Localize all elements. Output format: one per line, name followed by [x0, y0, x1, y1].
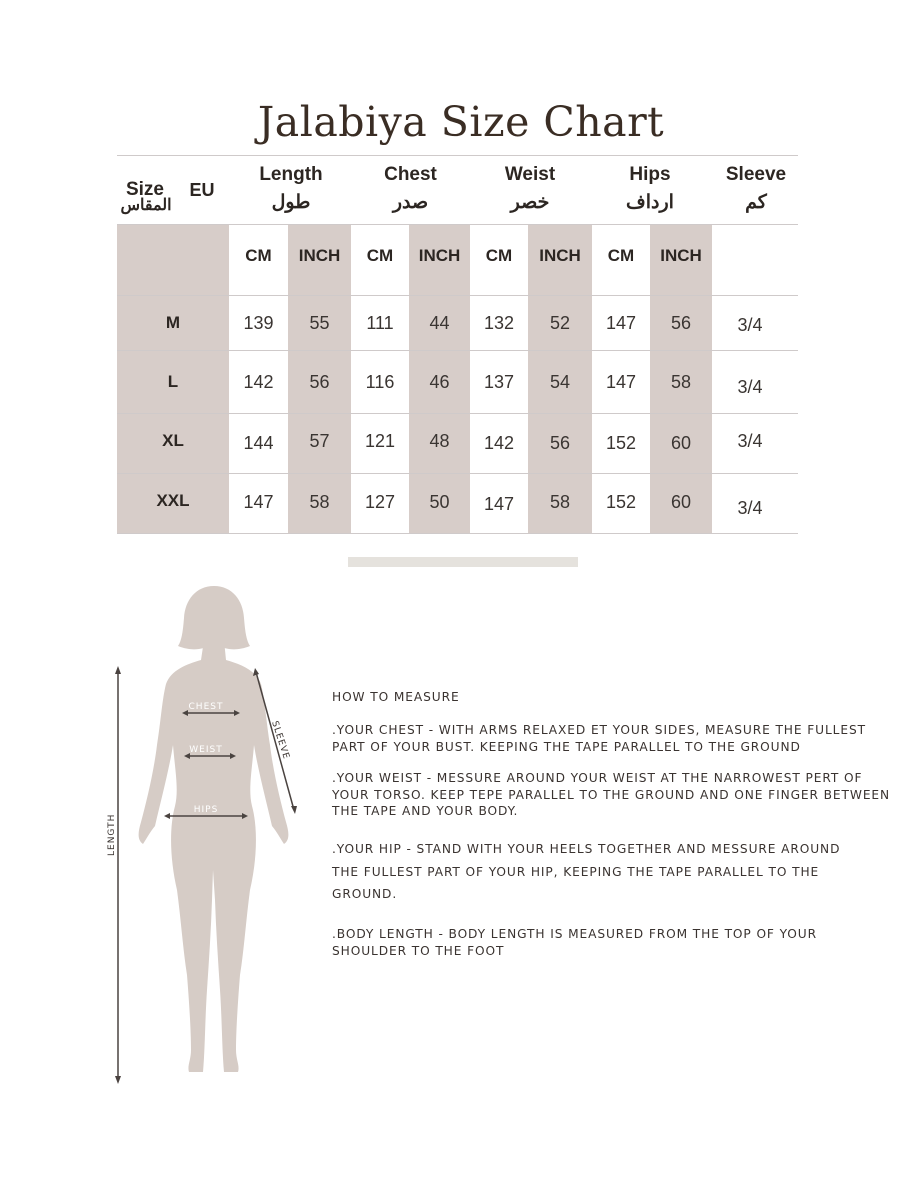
hip-instruction: .YOUR HIP - STAND WITH YOUR HEELS TOGETHER AND MESSURE AROUND THE FULLEST PART OF YOUR HIP, KEEPING THE TAPE PARALLEL TO THE GROUND. — [332, 842, 841, 901]
value-cell: 58 — [549, 491, 571, 512]
sleeve-figure-label: SLEEVE — [269, 719, 292, 761]
size-arabic-header — [110, 192, 182, 220]
size-cell: L — [167, 372, 179, 391]
size-cell: M — [165, 313, 181, 332]
value-cell: 56 — [549, 432, 571, 453]
value-cell: 56 — [670, 312, 692, 333]
value-cell: 139 — [243, 312, 274, 333]
sleeve-header — [712, 160, 800, 218]
length-label: Length — [259, 164, 323, 185]
value-cell: 142 — [483, 432, 515, 453]
size-header-label: Size — [125, 179, 165, 200]
body-figure — [90, 580, 320, 1090]
value-cell: 127 — [364, 491, 396, 512]
value-cell: 111 — [366, 312, 394, 333]
value-cell: 144 — [243, 432, 274, 453]
unit-cell: CM — [245, 246, 272, 265]
value-cell: 60 — [670, 491, 692, 512]
value-cell: 54 — [549, 371, 571, 392]
section-divider — [348, 557, 578, 567]
table-rule — [117, 224, 798, 225]
sleeve-cell: 3/4 — [737, 376, 763, 397]
length-figure-label: LENGTH — [107, 813, 117, 856]
body-silhouette — [139, 586, 292, 1072]
how-to-measure-heading: HOW TO MEASURE — [332, 690, 460, 704]
unit-cell: CM — [607, 246, 635, 265]
value-cell: 58 — [309, 491, 330, 512]
weist-arabic: خصر — [510, 192, 550, 213]
value-cell: 137 — [483, 371, 515, 392]
value-cell: 147 — [605, 371, 637, 392]
value-cell: 57 — [309, 430, 330, 451]
unit-cell: INCH — [539, 246, 581, 265]
sleeve-cell: 3/4 — [737, 430, 763, 451]
value-cell: 48 — [429, 430, 450, 451]
value-cell: 56 — [309, 371, 330, 392]
chest-header — [351, 160, 470, 218]
weist-instruction: .YOUR WEIST - MESSURE AROUND YOUR WEIST AT THE NARROWEST PERT OF YOUR TORSO. KEEP TEPE PARALLEL TO THE GROUND AND ONE FINGER BETWEEN THE TAPE AND YOUR BODY. — [332, 771, 891, 818]
chest-instruction: .YOUR CHEST - WITH ARMS RELAXED ET YOUR SIDES, MEASURE THE FULLEST PART OF YOUR BUST. KEEPING THE TAPE PARALLEL TO THE GROUND — [332, 723, 866, 754]
value-cell: 147 — [243, 491, 274, 512]
eu-header — [182, 175, 222, 205]
length-instruction: .BODY LENGTH - BODY LENGTH IS MEASURED FROM THE TOP OF YOUR SHOULDER TO THE FOOT — [332, 927, 817, 958]
value-cell: 116 — [365, 371, 395, 392]
weist-header — [470, 160, 590, 218]
value-cell: 152 — [605, 491, 637, 512]
eu-label: EU — [189, 180, 215, 200]
weist-figure-label: WEIST — [189, 745, 223, 755]
table-rule — [117, 533, 798, 534]
value-cell: 60 — [670, 432, 692, 453]
hips-figure-label: HIPS — [193, 805, 219, 815]
hips-label: Hips — [629, 164, 671, 185]
value-cell: 55 — [309, 312, 330, 333]
table-rule — [117, 155, 798, 156]
value-cell: 152 — [605, 432, 637, 453]
size-arabic-label: المقاس — [120, 197, 172, 214]
unit-cell: CM — [366, 246, 394, 265]
length-header — [231, 160, 351, 218]
length-arabic: طول — [271, 192, 311, 213]
hips-header — [590, 160, 710, 218]
chest-label: Chest — [384, 164, 437, 185]
value-cell: 50 — [429, 491, 450, 512]
unit-cell: INCH — [298, 246, 341, 265]
sleeve-arabic: كم — [745, 192, 767, 213]
value-cell: 147 — [483, 493, 515, 514]
value-cell: 58 — [670, 371, 692, 392]
sleeve-cell: 3/4 — [737, 497, 763, 518]
page-title: Jalabiya Size Chart — [257, 98, 665, 146]
value-cell: 121 — [364, 430, 396, 451]
unit-cell: CM — [485, 246, 513, 265]
unit-cell: INCH — [418, 246, 461, 265]
size-cell: XXL — [156, 491, 190, 510]
weist-label: Weist — [504, 164, 556, 185]
value-cell: 44 — [429, 312, 450, 333]
value-cell: 147 — [605, 312, 637, 333]
chest-arabic: صدر — [392, 192, 429, 213]
unit-cell: INCH — [660, 246, 702, 265]
chest-figure-label: CHEST — [188, 702, 224, 712]
sleeve-label: Sleeve — [725, 164, 787, 185]
hips-arabic: ارداف — [626, 192, 674, 213]
value-cell: 46 — [429, 371, 450, 392]
size-cell: XL — [162, 431, 184, 450]
value-cell: 142 — [243, 371, 274, 392]
value-cell: 132 — [483, 312, 515, 333]
value-cell: 52 — [549, 312, 571, 333]
sleeve-cell: 3/4 — [737, 314, 763, 335]
